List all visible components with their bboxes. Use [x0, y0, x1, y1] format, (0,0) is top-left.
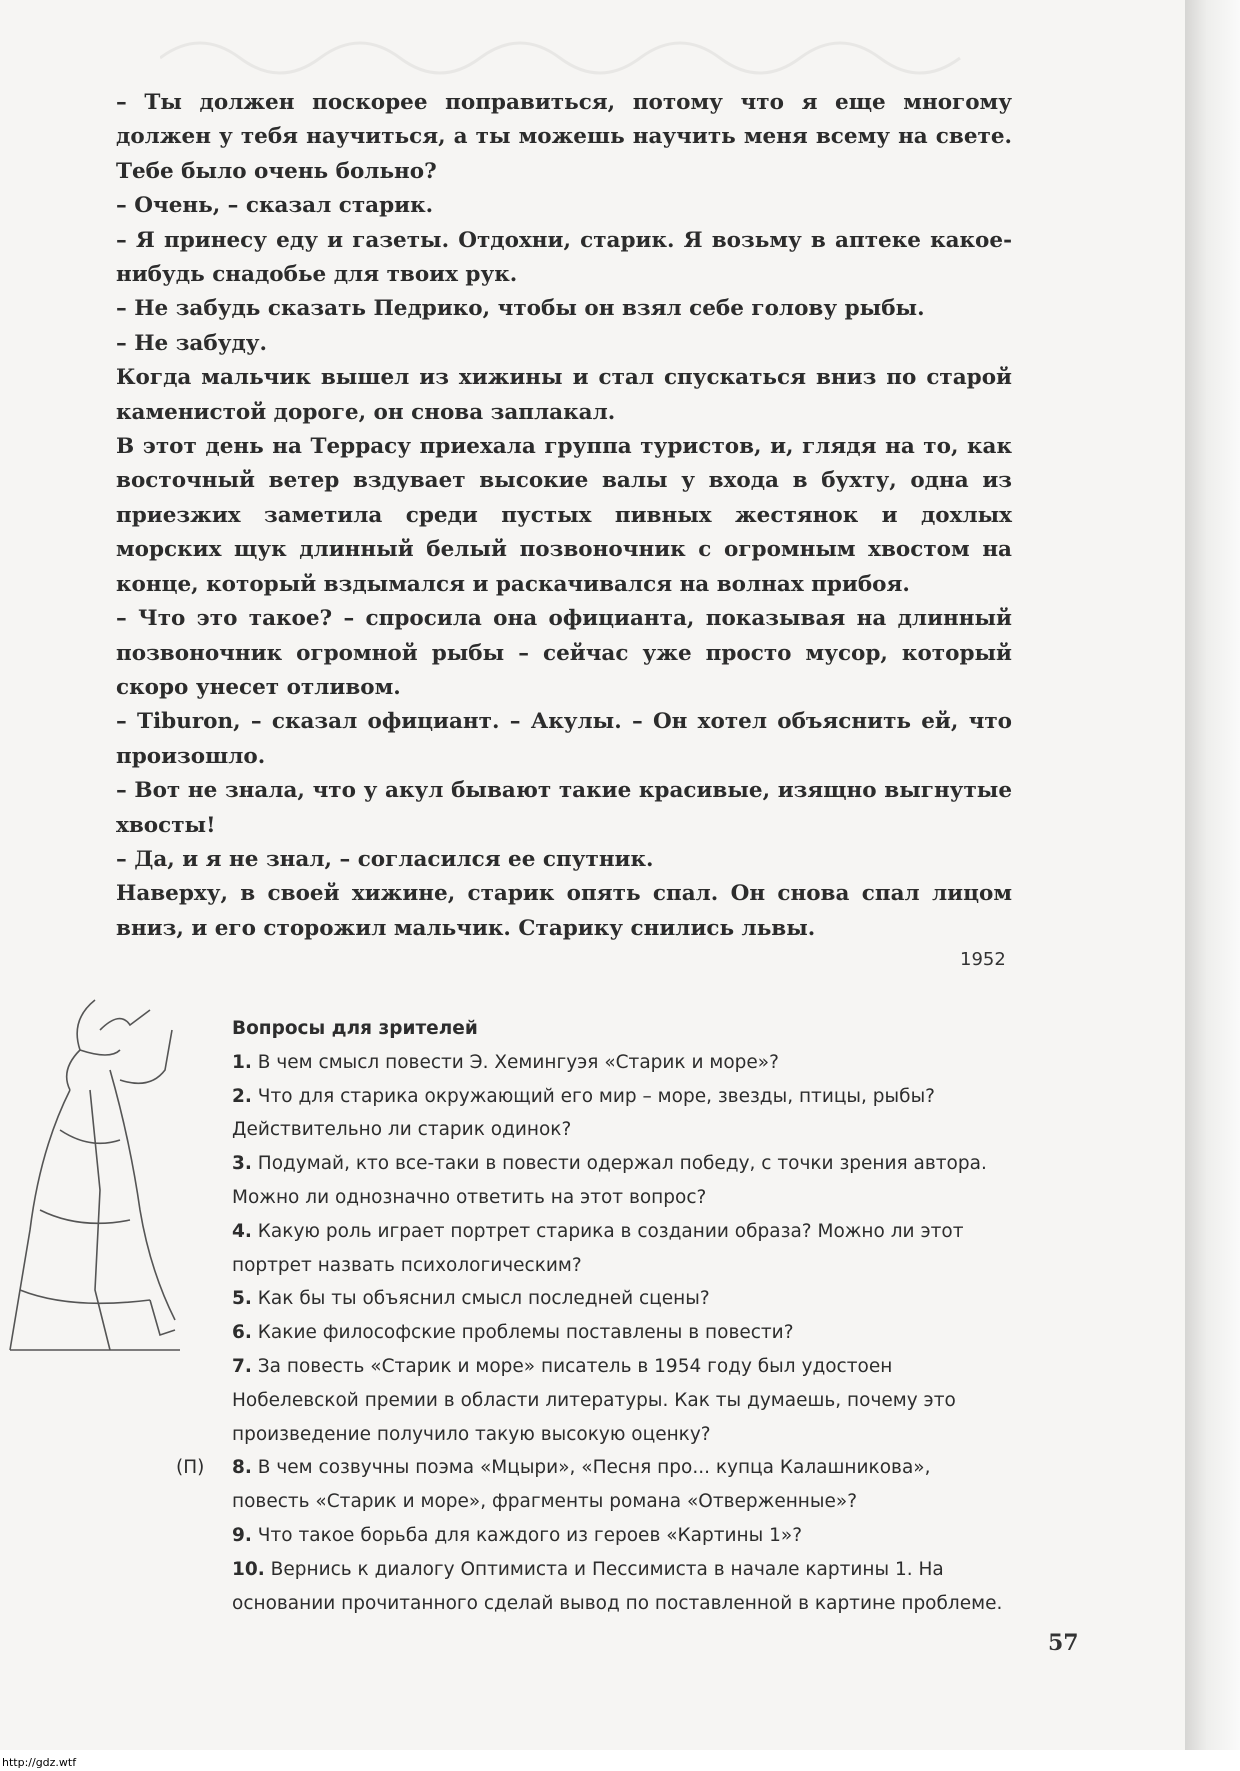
question-text: Что для старика окружающий его мир – море, звезды, птицы, рыбы? Действительно ли старик одинок?	[232, 1085, 935, 1141]
question-item	[232, 1282, 1012, 1316]
question-mark: (П)	[176, 1457, 205, 1479]
question-text: Вернись к диалогу Оптимиста и Пессимиста в начале картины 1. На основании прочитанного сделай вывод по поставленной в картине проблеме.	[232, 1558, 1003, 1614]
question-number: 2.	[232, 1085, 252, 1107]
paragraph: – Очень, – сказал старик.	[116, 193, 434, 219]
question-item	[232, 1080, 1012, 1148]
question-number: 7.	[232, 1355, 252, 1377]
paragraph: – Вот не знала, что у акул бывают такие красивые, изящно выгнутые хвосты!	[116, 778, 1012, 838]
question-number: 3.	[232, 1153, 252, 1175]
question-text: Подумай, кто все-таки в повести одержал победу, с точки зрения автора. Можно ли однозначно ответить на этот вопрос?	[232, 1153, 987, 1208]
paragraph: – Не забудь сказать Педрико, чтобы он взял себе голову рыбы.	[116, 296, 925, 322]
paragraph: – Что это такое? – спросила она официанта, показывая на длинный позвоночник огромной рыбы – сейчас уже просто мусор, который скоро унесет отливом.	[116, 606, 1012, 700]
publication-year: 1952	[960, 949, 1006, 970]
question-text: В чем созвучны поэма «Мцыри», «Песня про... купца Калашникова», повесть «Старик и море», фрагменты романа «Отверженные»?	[232, 1457, 931, 1513]
question-item	[232, 1147, 1012, 1215]
source-link[interactable]: http://gdz.wtf	[2, 1756, 77, 1769]
question-item	[232, 1553, 1012, 1621]
paragraph: Когда мальчик вышел из хижины и стал спускаться вниз по старой каменистой дороге, он снова заплакал.	[116, 365, 1012, 425]
question-number: 6.	[232, 1322, 252, 1344]
story-text	[116, 86, 1012, 946]
question-text: Как бы ты объяснил смысл последней сцены?	[257, 1288, 710, 1310]
paragraph: – Tiburon, – сказал официант. – Акулы. – Он хотел объяснить ей, что произошло.	[116, 709, 1012, 769]
question-item	[232, 1316, 1012, 1350]
questions-block	[176, 1012, 1012, 1620]
question-number: 4.	[232, 1220, 252, 1242]
paragraph: В этот день на Террасу приехала группа туристов, и, глядя на то, как восточный ветер вздувает высокие валы у входа в бухту, одна из приезжих заметила среди пустых пивных жестянок и дохлых морских щук длинный белый позвоночник с огромным хвостом на конце, который вздымался и раскачивался на волнах прибоя.	[116, 434, 1012, 597]
footer-bar	[0, 1750, 1240, 1771]
old-man-illustration	[0, 990, 200, 1370]
question-text: Какую роль играет портрет старика в создании образа? Можно ли этот портрет назвать психологическим?	[232, 1220, 964, 1276]
question-item	[232, 1519, 1012, 1553]
question-text: Что такое борьба для каждого из героев «Картины 1»?	[257, 1524, 803, 1546]
paragraph: Наверху, в своей хижине, старик опять спал. Он снова спал лицом вниз, и его сторожил мальчик. Старику снились львы.	[116, 881, 1012, 941]
question-number: 8.	[232, 1457, 252, 1479]
question-item	[232, 1046, 1012, 1080]
question-item	[232, 1350, 1012, 1451]
question-number: 9.	[232, 1524, 252, 1546]
question-text: Какие философские проблемы поставлены в повести?	[257, 1322, 794, 1344]
question-number: 1.	[232, 1051, 252, 1073]
question-number: 5.	[232, 1288, 252, 1310]
page-number: 57	[1048, 1630, 1079, 1656]
question-text: За повесть «Старик и море» писатель в 1954 году был удостоен Нобелевской премии в области литературы. Как ты думаешь, почему это произведение получило такую высокую оценку?	[232, 1355, 956, 1445]
question-number: 10.	[232, 1558, 265, 1580]
book-spine-shadow	[1185, 0, 1240, 1771]
paragraph: – Я принесу еду и газеты. Отдохни, старик. Я возьму в аптеке какое-нибудь снадобье для твоих рук.	[116, 227, 1012, 288]
questions-title: Вопросы для зрителей	[232, 1018, 478, 1039]
question-item	[232, 1215, 1012, 1283]
paragraph: – Да, и я не знал, – согласился ее спутник.	[116, 846, 654, 872]
question-item	[176, 1451, 1012, 1519]
paragraph: – Не забуду.	[116, 330, 268, 356]
paragraph: – Ты должен поскорее поправиться, потому что я еще многому должен у тебя научиться, а ты можешь научить меня всему на свете. Тебе было очень больно?	[116, 90, 1012, 184]
question-text: В чем смысл повести Э. Хемингуэя «Старик и море»?	[257, 1051, 779, 1073]
decorative-wave-watermark	[160, 18, 980, 78]
